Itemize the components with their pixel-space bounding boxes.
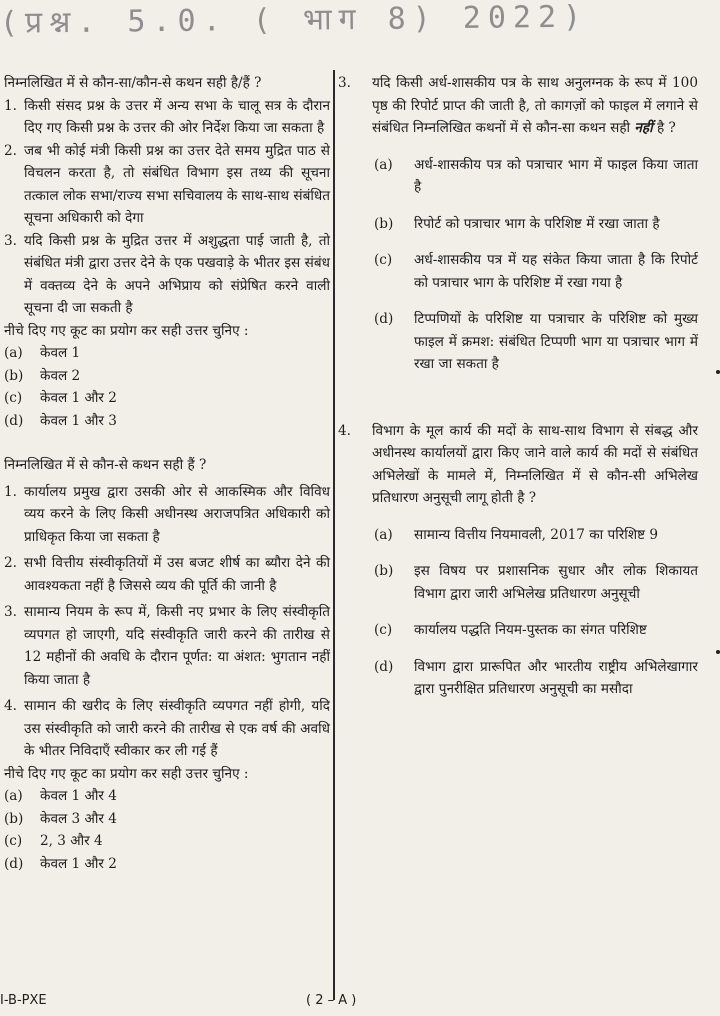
question-number: 4. [338,422,351,439]
option-text: केवल 3 और 4 [40,810,117,827]
option-text: रिपोर्ट को पत्राचार भाग के परिशिष्ट में रखा जाता है [414,215,660,232]
statement-text: जब भी कोई मंत्री किसी प्रश्न का उत्तर देते समय मुद्रित पाठ से विचलन करता है, तो संबंधित विभाग इस तथ्य की सूचना तत्काल लोक सभा/राज्य सभा सचिवालय के साथ-साथ संबंधित सूचना अधिकारी को देगा [24,142,330,226]
q2-option-a[interactable] [4,785,330,808]
statement-text: सभी वित्तीय संस्वीकृतियों में उस बजट शीर्ष का ब्यौरा देने की आवश्यकता नहीं है जिससे व्यय की पूर्ति की जानी है [24,555,330,594]
q2-statement-1 [4,481,330,549]
q3-option-c[interactable] [338,249,698,294]
option-label: (b) [374,563,394,579]
option-text: कार्यालय पद्धति नियम-पुस्तक का संगत परिशिष्ट [414,622,647,638]
statement-text: कार्यालय प्रमुख द्वारा उसकी ओर से आकस्मिक और विविध व्यय करने के लिए किसी अधीनस्थ अराजपत्रित अधिकारी को प्राधिकृत किया जा सकता है [24,483,330,545]
margin-dot [716,370,720,374]
statement-text: सामान्य नियम के रूप में, किसी नए प्रभार के लिए संस्वीकृति व्यपगत हो जाएगी, यदि संस्वीकृति जारी करने की तारीख से 12 महीनों की अवधि के दौरान पूर्णत: या अंशत: भुगतान नहीं किया जाता है [24,604,330,688]
q1-statement-3 [4,230,330,320]
option-text: केवल 1 और 4 [40,788,117,804]
right-column [338,72,698,701]
statement-number: 1. [4,483,17,500]
statement-text: यदि किसी प्रश्न के मुद्रित उत्तर में अशुद्धता पाई जाती है, तो संबंधित मंत्री द्वारा उत्तर देने के एक पखवाड़े के भीतर इस संबंध में वक्तव्य देने के अपने अभिप्राय को संप्रेषित करने वाली सूचना दी जा सकती है [24,232,330,316]
left-column [4,72,330,875]
option-label: (c) [4,833,23,849]
question-text: विभाग के मूल कार्य की मदों के साथ-साथ विभाग से संबद्ध और अधीनस्थ कार्यालयों द्वारा किए जाने वाले कार्य की मदों से संबंधित अभिलेखों के मामले में, निम्नलिखित में से कौन-सी अभिलेख प्रतिधारण अनुसूची लागू होती है ? [372,422,698,506]
q2-option-c[interactable] [4,830,330,853]
q2-stem: निम्नलिखित में से कौन-से कथन सही हैं ? [4,457,207,473]
option-text: केवल 1 और 2 [40,855,117,872]
question-number: 3. [338,75,351,91]
q1-option-a[interactable] [4,342,330,365]
q2-statement-2 [4,552,330,597]
option-label: (a) [4,345,23,361]
statement-number: 2. [4,555,17,571]
q3-option-a[interactable] [338,154,698,199]
handwritten-header-note: (प्रश्न. 5.0. ( भाग 8) 2022) [0,0,589,41]
q4-question [338,420,698,510]
option-text: इस विषय पर प्रशासनिक सुधार और लोक शिकायत विभाग द्वारा जारी अभिलेख प्रतिधारण अनुसूची [414,563,698,602]
option-text: केवल 1 और 3 [40,412,117,429]
q1-stem: निम्नलिखित में से कौन-सा/कौन-से कथन सही है/हैं ? [4,75,262,91]
statement-number: 3. [4,232,17,249]
option-text: केवल 1 [40,345,81,361]
option-text: केवल 1 और 2 [40,390,117,406]
q1-statement-2 [4,140,330,230]
option-label: (c) [374,252,393,268]
q4-option-d[interactable] [338,656,698,701]
column-divider [333,70,335,1000]
booklet-code: I-B-PXE [0,993,47,1008]
q2-option-d[interactable] [4,853,330,876]
q4-option-c[interactable] [338,619,698,642]
statement-number: 4. [4,698,17,714]
q3-option-b[interactable] [338,213,698,236]
option-label: (d) [374,311,394,327]
option-label: (d) [4,412,24,429]
q2-option-b[interactable] [4,808,330,831]
page-footer [0,993,720,1016]
option-label: (b) [4,810,24,827]
statement-number: 2. [4,142,17,159]
emphasis-not: नहीं [634,120,653,136]
option-text: 2, 3 और 4 [40,833,103,849]
option-label: (c) [4,390,23,406]
q1-option-b[interactable] [4,365,330,388]
option-text: केवल 2 [40,367,81,384]
margin-dot [716,650,720,654]
statement-text: किसी संसद प्रश्न के उत्तर में अन्य सभा के चालू सत्र के दौरान दिए गए किसी प्रश्न के उत्तर की ओर निर्देश किया जा सकता है [24,97,330,136]
option-label: (b) [4,367,24,384]
q2-instruction: नीचे दिए गए कूट का प्रयोग कर सही उत्तर चुनिए : [4,765,249,782]
option-text: विभाग द्वारा प्रारूपित और भारतीय राष्ट्रीय अभिलेखागार द्वारा पुनरीक्षित प्रतिधारण अनुसूची का मसौदा [414,658,698,697]
question-text: यदि किसी अर्ध-शासकीय पत्र के साथ अनुलग्नक के रूप में 100 पृष्ठ की रिपोर्ट प्राप्त की जाती है, तो कागज़ों को फाइल में लगाने से संबंधित निम्नलिखित कथनों में से कौन-सा कथन सही नहीं है ? [372,75,698,136]
q3-question [338,72,698,140]
statement-number: 3. [4,604,17,620]
q2-statement-3 [4,601,330,691]
statement-text: सामान की खरीद के लिए संस्वीकृति व्यपगत नहीं होगी, यदि उस संस्वीकृति को जारी करने की तारीख से एक वर्ष की अवधि के भीतर निविदाएँ स्वीकार कर ली गई हैं [24,698,330,759]
option-label: (a) [374,156,393,173]
option-label: (a) [374,526,393,543]
q3-option-d[interactable] [338,308,698,376]
q2-statement-4 [4,695,330,763]
q4-option-b[interactable] [338,560,698,605]
option-label: (c) [374,622,393,638]
option-text: अर्ध-शासकीय पत्र में यह संकेत किया जाता है कि रिपोर्ट को पत्राचार भाग के परिशिष्ट में रखा गया है [414,252,698,291]
q1-instruction: नीचे दिए गए कूट का प्रयोग कर सही उत्तर चुनिए : [4,322,249,339]
q1-option-c[interactable] [4,387,330,410]
statement-number: 1. [4,97,17,114]
option-label: (d) [374,658,394,675]
option-text: सामान्य वित्तीय नियमावली, 2017 का परिशिष्ट 9 [414,526,658,543]
q4-option-a[interactable] [338,524,698,547]
option-label: (b) [374,215,394,232]
q1-option-d[interactable] [4,410,330,433]
page-number: ( 2 – A ) [306,993,357,1008]
option-text: टिप्पणियों के परिशिष्ट या पत्राचार के परिशिष्ट को मुख्य फाइल में क्रमश: संबंधित टिप्पणी भाग या पत्राचार भाग में रखा जा सकता है [414,311,698,372]
option-label: (d) [4,855,24,872]
option-label: (a) [4,788,23,804]
q1-statement-1 [4,95,330,140]
option-text: अर्ध-शासकीय पत्र को पत्राचार भाग में फाइल किया जाता है [414,156,698,195]
